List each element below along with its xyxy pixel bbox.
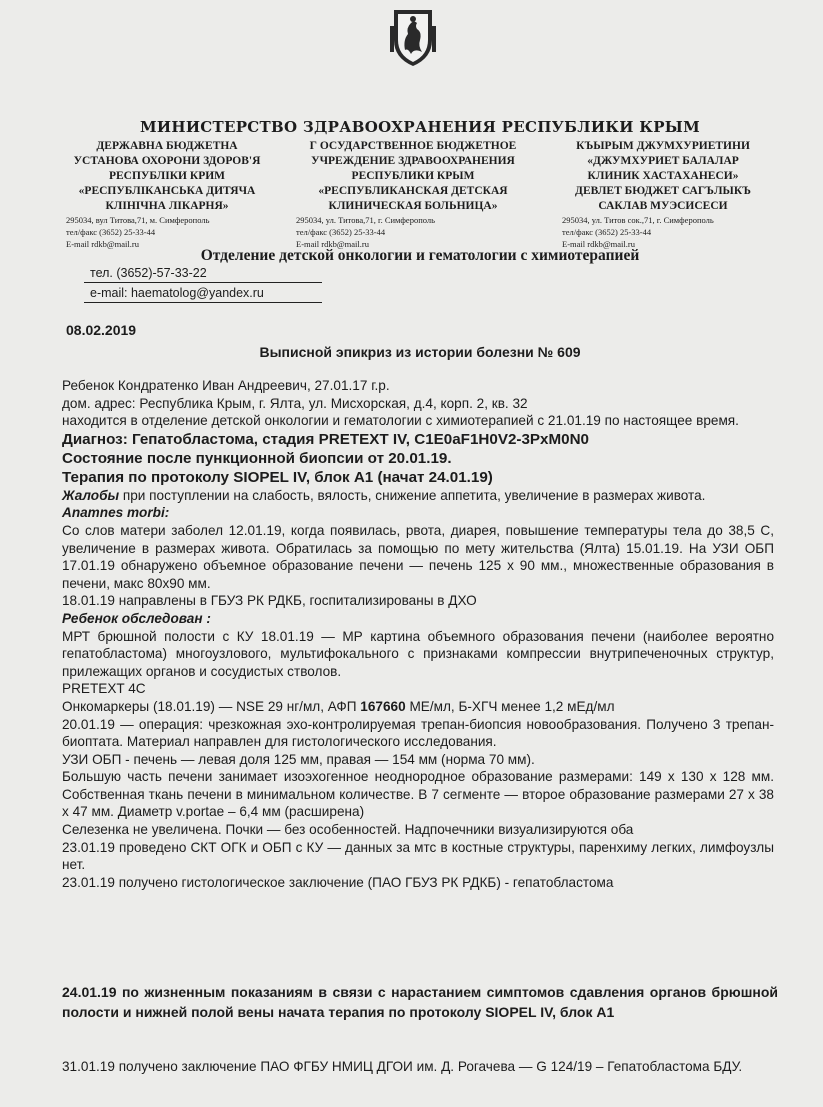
state: Состояние после пункционной биопсии от 20.01.19. bbox=[62, 449, 452, 467]
complaints-label: Жалобы bbox=[62, 487, 120, 503]
markers-post: МЕ/мл, Б-ХГЧ менее 1,2 мЕд/мл bbox=[405, 698, 615, 714]
department-phone: тел. (3652)-57-33-22 bbox=[84, 264, 322, 283]
uzi-text: УЗИ ОБП - печень — левая доля 125 мм, правая — 154 мм (норма 70 мм). bbox=[62, 751, 535, 767]
org-block-ukrainian bbox=[52, 139, 282, 250]
org-phone: тел/факс (3652) 25-33-44 bbox=[66, 227, 156, 237]
anamnes-text: Со слов матери заболел 12.01.19, когда появилась, рвота, диарея, повышение температуры тела до 38,5 С, увеличение в размерах живота. Обратилась за помощью по мету жительства (Ялта) 15.01.19. На УЗИ ОБП 17.01.19 обнаружено объемное образование печени — печень 125 х 90 мм., множественные образования в печени, макс 80х90 мм. bbox=[62, 522, 774, 591]
org-block-crimean-tatar bbox=[548, 139, 778, 250]
document-date: 08.02.2019 bbox=[66, 322, 137, 338]
org-name-line: Г ОСУДАРСТВЕННОЕ БЮДЖЕТНОЕ bbox=[309, 140, 517, 152]
org-phone: тел/факс (3652) 25-33-44 bbox=[296, 227, 386, 237]
ct-text: 23.01.19 проведено СКТ ОГК и ОБП с КУ — данных за мтс в костные структуры, паренхиму легких, лимфоузлы нет. bbox=[62, 839, 774, 873]
therapy-start-text: 24.01.19 по жизненным показаниям в связи с нарастанием симптомов сдавления органов брюшной полости и нижней полой вены начата терапия по протоколу SIOPEL IV, блок А1 bbox=[62, 984, 778, 1020]
complaints-text: при поступлении на слабость, вялость, снижение аппетита, увеличение в размерах живота. bbox=[119, 487, 706, 503]
org-phone: тел/факс (3652) 25-33-44 bbox=[562, 227, 652, 237]
org-email: E-mail rdkb@mail.ru bbox=[562, 239, 635, 249]
org-email: E-mail rdkb@mail.ru bbox=[296, 239, 369, 249]
patient-address: дом. адрес: Республика Крым, г. Ялта, ул. Мисхорская, д.4, корп. 2, кв. 32 bbox=[62, 395, 528, 411]
org-name-line: УЧРЕЖДЕНИЕ ЗДРАВООХРАНЕНИЯ bbox=[311, 155, 515, 167]
liver-text: Большую часть печени занимает изоэхогенное неоднородное образование размерами: 149 х 130 х 128 мм. Собственная ткань печени в минимальном количестве. В 7 сегменте — второе образование размерами 27 х 38 х 47 мм. Диаметр v.portae – 6,4 мм (расширена) bbox=[62, 769, 774, 820]
pretext-text: PRETEXT 4C bbox=[62, 681, 146, 697]
document-body bbox=[62, 377, 774, 891]
therapy: Терапия по протоколу SIOPEL IV, блок А1 (начат 24.01.19) bbox=[62, 468, 493, 486]
org-name-line: УСТАНОВА ОХОРОНИ ЗДОРОВ'Я bbox=[73, 155, 261, 167]
document-title: Выписной эпикриз из истории болезни № 609 bbox=[259, 344, 581, 360]
markers-text bbox=[62, 698, 774, 716]
ministry-title: МИНИСТЕРСТВО ЗДРАВООХРАНЕНИЯ РЕСПУБЛИКИ КРЫМ bbox=[139, 118, 701, 136]
exam-label: Ребенок обследован : bbox=[62, 610, 211, 626]
anamnes-label: Anamnes morbi: bbox=[62, 505, 170, 521]
complaints bbox=[62, 487, 774, 505]
operation-text: 20.01.19 — операция: чрезкожная эхо-контролируемая трепан-биопсия новообразования. Получено 3 трепан-биоптата. Материал направлен для гистологического исследования. bbox=[62, 716, 774, 750]
org-address: 295034, ул. Титова,71, г. Симферополь bbox=[296, 215, 436, 225]
org-name-line: КЪЫРЫМ ДЖУМХУРИЕТИНИ bbox=[576, 140, 750, 152]
org-name-line: РЕСПУБЛИКИ КРЫМ bbox=[351, 170, 475, 182]
markers-pre: Онкомаркеры (18.01.19) — NSE 29 нг/мл, АФП bbox=[62, 698, 361, 714]
diagnosis: Диагноз: Гепатобластома, стадия PRETEXT IV, C1E0aF1H0V2-3PxM0N0 bbox=[62, 430, 589, 448]
org-name-line: КЛИНИК ХАСТАХАНЕСИ» bbox=[587, 170, 739, 182]
department-title: Отделение детской онкологии и гематологии с химиотерапией bbox=[200, 247, 640, 264]
coat-of-arms-icon bbox=[384, 6, 442, 68]
conclusion-text: 31.01.19 получено заключение ПАО ФГБУ НМИЦ ДГОИ им. Д. Рогачева — G 124/19 – Гепатобластома БДУ. bbox=[62, 1059, 743, 1074]
spleen-text: Селезенка не увеличена. Почки — без особенностей. Надпочечники визуализируются оба bbox=[62, 822, 634, 838]
org-address: 295034, вул Титова,71, м. Симферополь bbox=[66, 215, 210, 225]
referral-text: 18.01.19 направлены в ГБУЗ РК РДКБ, госпитализированы в ДХО bbox=[62, 593, 477, 609]
org-block-russian bbox=[282, 139, 544, 250]
org-name-line: САКЛАВ МУЭСИСЕСИ bbox=[598, 200, 728, 212]
afp-value: 167660 bbox=[360, 698, 406, 714]
org-name-line: «ДЖУМХУРИЕТ БАЛАЛАР bbox=[587, 155, 739, 167]
org-name-line: «РЕСПУБЛІКАНСЬКА ДИТЯЧА bbox=[78, 185, 256, 197]
admission-text: находится в отделение детской онкологии и гематологии с химиотерапией с 21.01.19 по настоящее время. bbox=[62, 413, 739, 429]
mrt-text: МРТ брюшной полости с КУ 18.01.19 — МР картина объемного образования печени (наиболее вероятно гепатобластома) многоузлового, мультифокального с признаками компрессии внутрипеченочных структур, прилежащих органов и сосудистых стволов. bbox=[62, 628, 774, 679]
patient-line: Ребенок Кондратенко Иван Андреевич, 27.01.17 г.р. bbox=[62, 378, 390, 393]
org-name-line: «РЕСПУБЛИКАНСКАЯ ДЕТСКАЯ bbox=[318, 185, 508, 197]
org-name-line: КЛІНІЧНА ЛІКАРНЯ» bbox=[105, 200, 229, 212]
org-name-line: ДЕРЖАВНА БЮДЖЕТНА bbox=[96, 140, 238, 152]
org-name-line: РЕСПУБЛІКИ КРИМ bbox=[108, 170, 226, 182]
department-email: e-mail: haematolog@yandex.ru bbox=[84, 284, 322, 303]
org-email: E-mail rdkb@mail.ru bbox=[66, 239, 139, 249]
org-address: 295034, ул. Титов сок.,71, г. Симферополь bbox=[562, 215, 714, 225]
histology-text: 23.01.19 получено гистологическое заключение (ПАО ГБУЗ РК РДКБ) - гепатобластома bbox=[62, 874, 614, 890]
org-name-line: КЛИНИЧЕСКАЯ БОЛЬНИЦА» bbox=[328, 200, 498, 212]
org-name-line: ДЕВЛЕТ БЮДЖЕТ САГЪЛЫКЪ bbox=[575, 185, 751, 197]
